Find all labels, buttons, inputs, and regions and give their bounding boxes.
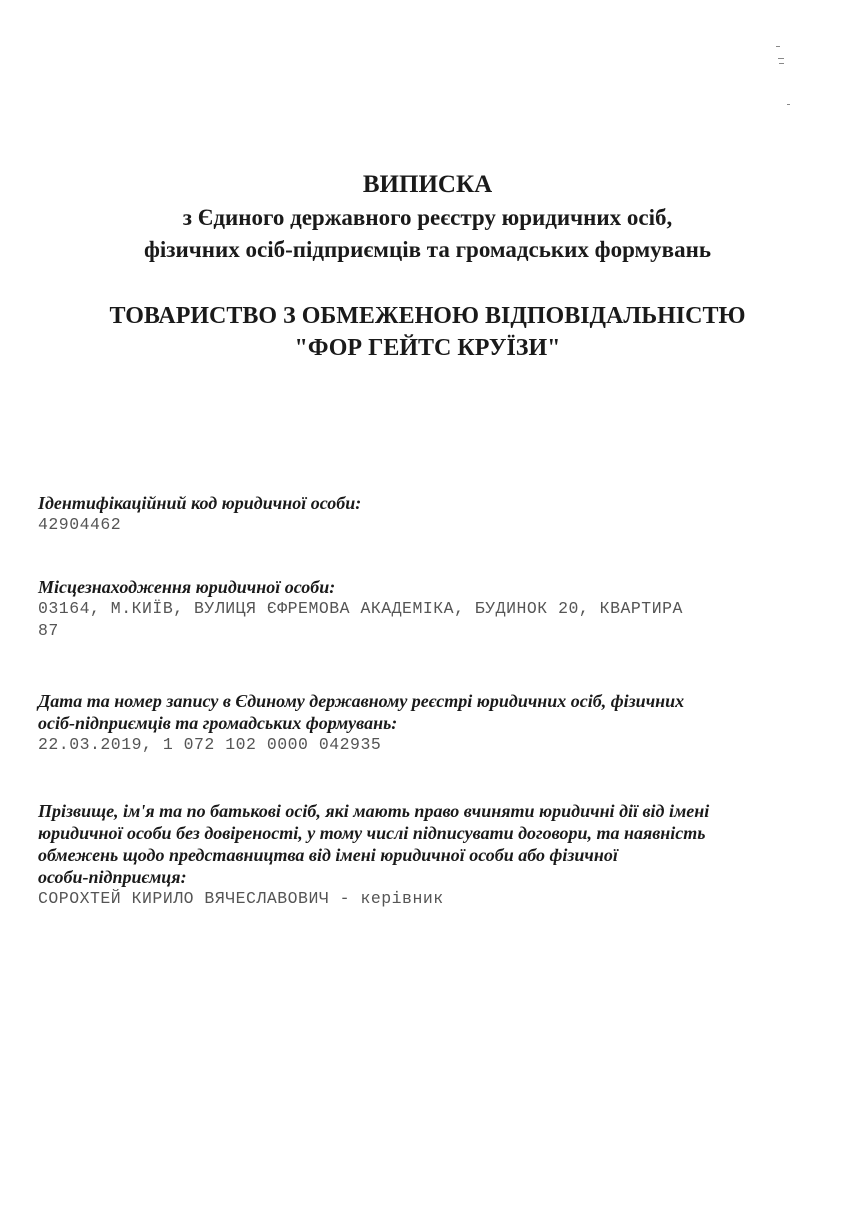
authorized-persons-label-line: обмежень щодо представництва від імені юридичної особи або фізичної	[38, 845, 618, 865]
authorized-persons-value: СОРОХТЕЙ КИРИЛО ВЯЧЕСЛАВОВИЧ - керівник	[38, 889, 444, 908]
scan-speck	[778, 58, 784, 59]
authorized-persons-label-line: Прізвище, ім'я та по батькові осіб, які мають право вчиняти юридичні дії від імені	[38, 801, 710, 821]
document-subtitle-line: фізичних осіб-підприємців та громадських формувань	[143, 237, 712, 262]
document-subtitle	[0, 202, 855, 266]
organization-name-line: ТОВАРИСТВО З ОБМЕЖЕНОЮ ВІДПОВІДАЛЬНІСТЮ	[109, 303, 746, 329]
organization-name-line: "ФОР ГЕЙТС КРУЇЗИ"	[294, 335, 561, 361]
document-title: ВИПИСКА	[362, 171, 493, 198]
location-value-line: 87	[38, 621, 59, 640]
scan-speck	[776, 46, 780, 47]
authorized-persons-label-line: юридичної особи без довіреності, у тому числі підписувати договори, та наявність	[38, 823, 706, 843]
scan-speck	[779, 63, 784, 64]
authorized-persons-label-line: особи-підприємця:	[38, 867, 187, 887]
registration-record-label-line: осіб-підприємців та громадських формувань:	[38, 713, 398, 733]
identification-code-label: Ідентифікаційний код юридичної особи:	[38, 493, 362, 513]
identification-code-section	[38, 492, 828, 536]
registration-record-label-line: Дата та номер запису в Єдиному державному реєстрі юридичних осіб, фізичних	[38, 691, 685, 711]
registration-record-value: 22.03.2019, 1 072 102 0000 042935	[38, 735, 382, 754]
registration-record-section	[38, 690, 828, 756]
location-section	[38, 576, 828, 642]
identification-code-value: 42904462	[38, 515, 122, 534]
authorized-persons-section	[38, 800, 828, 910]
organization-name	[0, 300, 855, 364]
document-subtitle-line: з Єдиного державного реєстру юридичних осіб,	[182, 205, 673, 230]
location-value-line: 03164, М.КИЇВ, ВУЛИЦЯ ЄФРЕМОВА АКАДЕМІКА, БУДИНОК 20, КВАРТИРА	[38, 599, 683, 618]
scan-speck	[787, 104, 790, 105]
location-label: Місцезнаходження юридичної особи:	[38, 577, 336, 597]
